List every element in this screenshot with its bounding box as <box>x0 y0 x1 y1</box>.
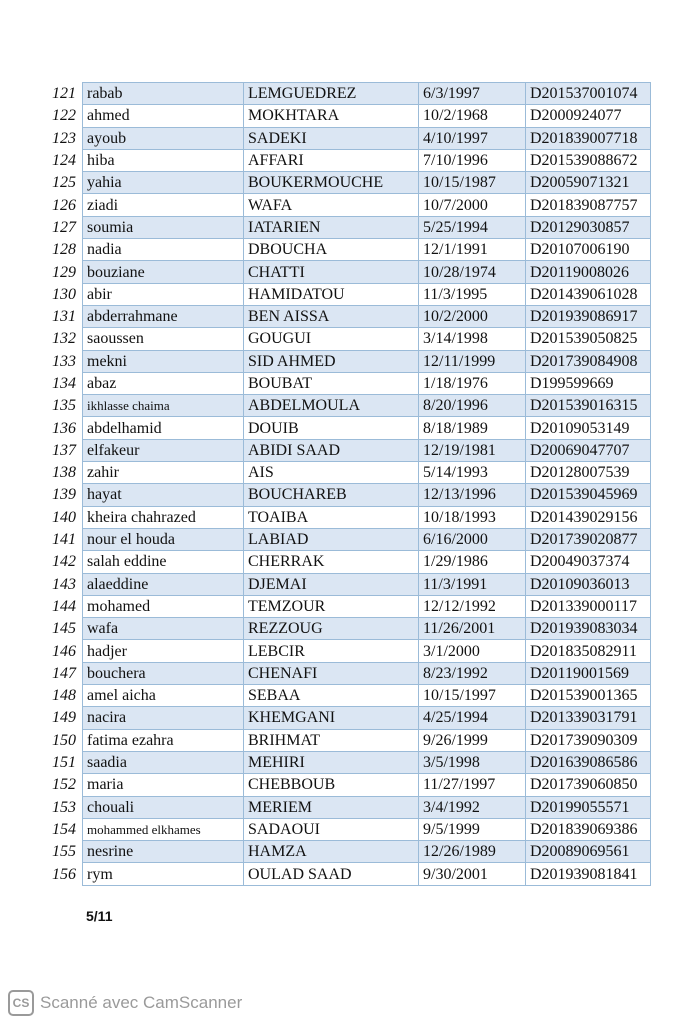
id-code-cell: D20109053149 <box>526 417 651 439</box>
birth-date-cell: 9/5/1999 <box>419 818 526 840</box>
id-code-cell: D201537001074 <box>526 83 651 105</box>
id-code-cell: D201939083034 <box>526 618 651 640</box>
last-name-cell: TOAIBA <box>244 506 419 528</box>
table-row <box>46 685 651 707</box>
birth-date-cell: 4/10/1997 <box>419 127 526 149</box>
birth-date-cell: 12/13/1996 <box>419 484 526 506</box>
id-code-cell: D201339000117 <box>526 595 651 617</box>
last-name-cell: DOUIB <box>244 417 419 439</box>
last-name-cell: CHERRAK <box>244 551 419 573</box>
row-number: 140 <box>52 508 76 526</box>
table-row <box>46 127 651 149</box>
table-row <box>46 729 651 751</box>
first-name-cell: hadjer <box>83 640 244 662</box>
id-code-cell: D20069047707 <box>526 439 651 461</box>
table-row <box>46 662 651 684</box>
last-name-cell: MOKHTARA <box>244 105 419 127</box>
table-row <box>46 595 651 617</box>
first-name-cell: nesrine <box>83 841 244 863</box>
first-name-cell: ahmed <box>83 105 244 127</box>
row-number: 146 <box>52 642 76 660</box>
table-row <box>46 350 651 372</box>
table-row <box>46 484 651 506</box>
first-name-cell: abderrahmane <box>83 305 244 327</box>
id-code-cell: D201439029156 <box>526 506 651 528</box>
id-code-cell: D201639086586 <box>526 751 651 773</box>
last-name-cell: LABIAD <box>244 528 419 550</box>
last-name-cell: IATARIEN <box>244 216 419 238</box>
id-code-cell: D201539050825 <box>526 328 651 350</box>
row-number: 141 <box>52 531 76 549</box>
first-name-cell: mekni <box>83 350 244 372</box>
last-name-cell: MEHIRI <box>244 751 419 773</box>
first-name-cell: ikhlasse chaima <box>83 395 244 417</box>
table-row <box>46 551 651 573</box>
birth-date-cell: 9/30/2001 <box>419 863 526 885</box>
row-number: 124 <box>52 152 76 170</box>
last-name-cell: AFFARI <box>244 149 419 171</box>
last-name-cell: SID AHMED <box>244 350 419 372</box>
last-name-cell: LEBCIR <box>244 640 419 662</box>
last-name-cell: LEMGUEDREZ <box>244 83 419 105</box>
first-name-cell: bouziane <box>83 261 244 283</box>
first-name-cell: saadia <box>83 751 244 773</box>
table-row <box>46 439 651 461</box>
id-code-cell: D201739090309 <box>526 729 651 751</box>
table-row <box>46 194 651 216</box>
last-name-cell: BOUCHAREB <box>244 484 419 506</box>
last-name-cell: WAFA <box>244 194 419 216</box>
first-name-cell: abdelhamid <box>83 417 244 439</box>
row-number: 139 <box>52 486 76 504</box>
last-name-cell: HAMIDATOU <box>244 283 419 305</box>
birth-date-cell: 12/12/1992 <box>419 595 526 617</box>
student-table <box>46 82 651 886</box>
birth-date-cell: 10/2/1968 <box>419 105 526 127</box>
row-number: 152 <box>52 776 76 794</box>
last-name-cell: MERIEM <box>244 796 419 818</box>
table-row <box>46 640 651 662</box>
table-row <box>46 417 651 439</box>
id-code-cell: D201539045969 <box>526 484 651 506</box>
birth-date-cell: 11/3/1995 <box>419 283 526 305</box>
row-number: 145 <box>52 620 76 638</box>
row-number: 135 <box>52 397 76 415</box>
id-code-cell: D20089069561 <box>526 841 651 863</box>
birth-date-cell: 10/15/1997 <box>419 685 526 707</box>
table-row <box>46 216 651 238</box>
first-name-cell: yahia <box>83 172 244 194</box>
last-name-cell: HAMZA <box>244 841 419 863</box>
last-name-cell: KHEMGANI <box>244 707 419 729</box>
birth-date-cell: 6/16/2000 <box>419 528 526 550</box>
last-name-cell: BEN AISSA <box>244 305 419 327</box>
birth-date-cell: 10/2/2000 <box>419 305 526 327</box>
first-name-cell: mohammed elkhames <box>83 818 244 840</box>
first-name-cell: zahir <box>83 462 244 484</box>
table-row <box>46 105 651 127</box>
first-name-cell: abaz <box>83 372 244 394</box>
row-number: 123 <box>52 129 76 147</box>
birth-date-cell: 12/26/1989 <box>419 841 526 863</box>
birth-date-cell: 12/1/1991 <box>419 239 526 261</box>
birth-date-cell: 10/15/1987 <box>419 172 526 194</box>
id-code-cell: D20128007539 <box>526 462 651 484</box>
id-code-cell: D201539001365 <box>526 685 651 707</box>
first-name-cell: nacira <box>83 707 244 729</box>
table-row <box>46 528 651 550</box>
id-code-cell: D201739060850 <box>526 774 651 796</box>
row-number: 133 <box>52 352 76 370</box>
last-name-cell: CHATTI <box>244 261 419 283</box>
last-name-cell: SADEKI <box>244 127 419 149</box>
row-number: 151 <box>52 754 76 772</box>
first-name-cell: alaeddine <box>83 573 244 595</box>
first-name-cell: mohamed <box>83 595 244 617</box>
row-number: 129 <box>52 263 76 281</box>
first-name-cell: soumia <box>83 216 244 238</box>
first-name-cell: salah eddine <box>83 551 244 573</box>
table-row <box>46 774 651 796</box>
row-number: 148 <box>52 687 76 705</box>
page-number: 5/11 <box>86 908 113 924</box>
row-number: 128 <box>52 241 76 259</box>
birth-date-cell: 3/5/1998 <box>419 751 526 773</box>
first-name-cell: wafa <box>83 618 244 640</box>
birth-date-cell: 7/10/1996 <box>419 149 526 171</box>
row-number: 125 <box>52 174 76 192</box>
last-name-cell: BOUBAT <box>244 372 419 394</box>
birth-date-cell: 3/4/1992 <box>419 796 526 818</box>
id-code-cell: D201839087757 <box>526 194 651 216</box>
birth-date-cell: 3/14/1998 <box>419 328 526 350</box>
id-code-cell: D20049037374 <box>526 551 651 573</box>
last-name-cell: ABDELMOULA <box>244 395 419 417</box>
row-number: 130 <box>52 285 76 303</box>
birth-date-cell: 1/18/1976 <box>419 372 526 394</box>
camscanner-logo-icon: CS <box>8 990 34 1016</box>
row-number: 149 <box>52 709 76 727</box>
first-name-cell: hayat <box>83 484 244 506</box>
birth-date-cell: 10/28/1974 <box>419 261 526 283</box>
first-name-cell: fatima ezahra <box>83 729 244 751</box>
row-number: 138 <box>52 464 76 482</box>
id-code-cell: D20119001569 <box>526 662 651 684</box>
birth-date-cell: 5/14/1993 <box>419 462 526 484</box>
camscanner-watermark <box>8 990 242 1016</box>
last-name-cell: DBOUCHA <box>244 239 419 261</box>
first-name-cell: hiba <box>83 149 244 171</box>
birth-date-cell: 6/3/1997 <box>419 83 526 105</box>
last-name-cell: CHENAFI <box>244 662 419 684</box>
row-number: 121 <box>52 85 76 103</box>
last-name-cell: GOUGUI <box>244 328 419 350</box>
last-name-cell: SEBAA <box>244 685 419 707</box>
id-code-cell: D201739084908 <box>526 350 651 372</box>
table-row <box>46 372 651 394</box>
last-name-cell: BRIHMAT <box>244 729 419 751</box>
last-name-cell: AIS <box>244 462 419 484</box>
birth-date-cell: 11/26/2001 <box>419 618 526 640</box>
table-row <box>46 818 651 840</box>
row-number: 153 <box>52 798 76 816</box>
row-number: 142 <box>52 553 76 571</box>
birth-date-cell: 11/27/1997 <box>419 774 526 796</box>
id-code-cell: D201539088672 <box>526 149 651 171</box>
id-code-cell: D201839007718 <box>526 127 651 149</box>
id-code-cell: D199599669 <box>526 372 651 394</box>
id-code-cell: D20119008026 <box>526 261 651 283</box>
table-row <box>46 283 651 305</box>
last-name-cell: CHEBBOUB <box>244 774 419 796</box>
first-name-cell: chouali <box>83 796 244 818</box>
first-name-cell: rym <box>83 863 244 885</box>
table-row <box>46 863 651 885</box>
last-name-cell: REZZOUG <box>244 618 419 640</box>
table-row <box>46 462 651 484</box>
row-number: 122 <box>52 107 76 125</box>
birth-date-cell: 8/20/1996 <box>419 395 526 417</box>
table-row <box>46 149 651 171</box>
id-code-cell: D201439061028 <box>526 283 651 305</box>
table-row <box>46 707 651 729</box>
table-row <box>46 395 651 417</box>
birth-date-cell: 5/25/1994 <box>419 216 526 238</box>
row-number: 131 <box>52 308 76 326</box>
id-code-cell: D2000924077 <box>526 105 651 127</box>
row-number: 136 <box>52 419 76 437</box>
id-code-cell: D201339031791 <box>526 707 651 729</box>
table-row <box>46 261 651 283</box>
id-code-cell: D20059071321 <box>526 172 651 194</box>
id-code-cell: D20107006190 <box>526 239 651 261</box>
birth-date-cell: 3/1/2000 <box>419 640 526 662</box>
first-name-cell: nadia <box>83 239 244 261</box>
row-number: 147 <box>52 664 76 682</box>
id-code-cell: D201539016315 <box>526 395 651 417</box>
row-number: 150 <box>52 731 76 749</box>
table-row <box>46 239 651 261</box>
birth-date-cell: 11/3/1991 <box>419 573 526 595</box>
first-name-cell: rabab <box>83 83 244 105</box>
first-name-cell: nour el houda <box>83 528 244 550</box>
table-row <box>46 841 651 863</box>
birth-date-cell: 12/11/1999 <box>419 350 526 372</box>
birth-date-cell: 8/23/1992 <box>419 662 526 684</box>
row-number: 144 <box>52 597 76 615</box>
id-code-cell: D201739020877 <box>526 528 651 550</box>
row-number: 143 <box>52 575 76 593</box>
row-number: 154 <box>52 820 76 838</box>
table-row <box>46 83 651 105</box>
id-code-cell: D201839069386 <box>526 818 651 840</box>
last-name-cell: OULAD SAAD <box>244 863 419 885</box>
row-number: 137 <box>52 441 76 459</box>
row-number: 132 <box>52 330 76 348</box>
last-name-cell: TEMZOUR <box>244 595 419 617</box>
first-name-cell: elfakeur <box>83 439 244 461</box>
first-name-cell: amel aicha <box>83 685 244 707</box>
first-name-cell: ziadi <box>83 194 244 216</box>
birth-date-cell: 4/25/1994 <box>419 707 526 729</box>
table-row <box>46 172 651 194</box>
last-name-cell: DJEMAI <box>244 573 419 595</box>
row-number: 156 <box>52 865 76 883</box>
row-number: 155 <box>52 843 76 861</box>
table-row <box>46 305 651 327</box>
last-name-cell: SADAOUI <box>244 818 419 840</box>
first-name-cell: kheira chahrazed <box>83 506 244 528</box>
table-row <box>46 751 651 773</box>
last-name-cell: BOUKERMOUCHE <box>244 172 419 194</box>
row-number: 134 <box>52 375 76 392</box>
watermark-text: Scanné avec CamScanner <box>40 993 243 1012</box>
first-name-cell: ayoub <box>83 127 244 149</box>
last-name-cell: ABIDI SAAD <box>244 439 419 461</box>
first-name-cell: maria <box>83 774 244 796</box>
first-name-cell: saoussen <box>83 328 244 350</box>
table-row <box>46 506 651 528</box>
table-row <box>46 573 651 595</box>
first-name-cell: bouchera <box>83 662 244 684</box>
id-code-cell: D20199055571 <box>526 796 651 818</box>
birth-date-cell: 1/29/1986 <box>419 551 526 573</box>
row-number: 127 <box>52 218 76 236</box>
birth-date-cell: 12/19/1981 <box>419 439 526 461</box>
birth-date-cell: 10/18/1993 <box>419 506 526 528</box>
id-code-cell: D201835082911 <box>526 640 651 662</box>
birth-date-cell: 8/18/1989 <box>419 417 526 439</box>
table-row <box>46 328 651 350</box>
table-row <box>46 618 651 640</box>
id-code-cell: D20109036013 <box>526 573 651 595</box>
id-code-cell: D201939086917 <box>526 305 651 327</box>
birth-date-cell: 10/7/2000 <box>419 194 526 216</box>
birth-date-cell: 9/26/1999 <box>419 729 526 751</box>
row-number: 126 <box>52 196 76 214</box>
id-code-cell: D20129030857 <box>526 216 651 238</box>
first-name-cell: abir <box>83 283 244 305</box>
table-row <box>46 796 651 818</box>
id-code-cell: D201939081841 <box>526 863 651 885</box>
